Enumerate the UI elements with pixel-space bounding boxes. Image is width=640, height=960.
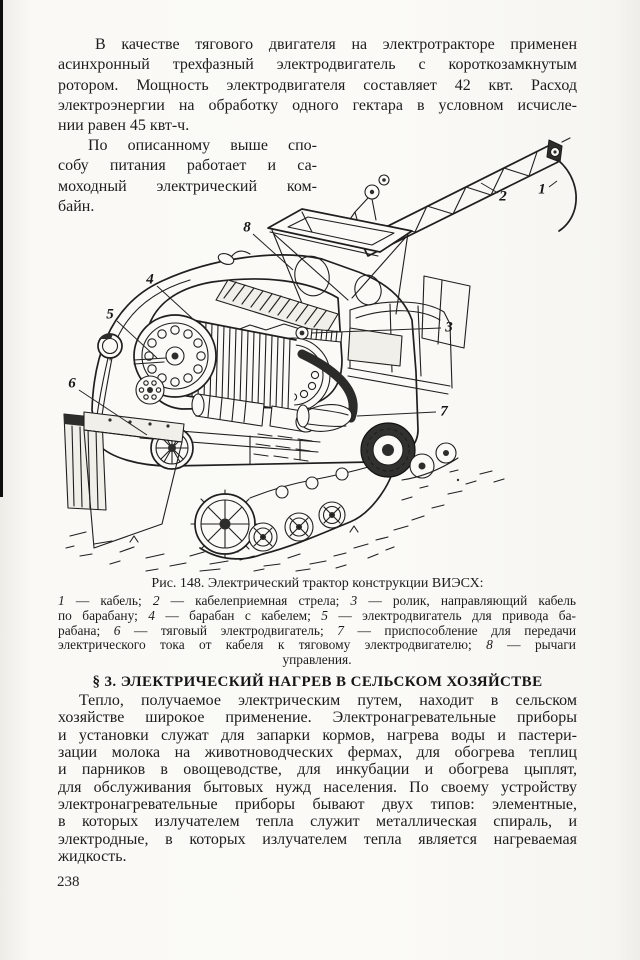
text-segment: По описанному выше спо-	[88, 137, 317, 154]
text-segment: хозяйстве широкое применение. Электронагревательные приборы	[58, 709, 577, 727]
text-segment: — кабелеприемная стрела;	[159, 593, 351, 608]
scan-speck	[457, 479, 459, 481]
callout-number-8: 8	[243, 219, 251, 236]
boom-tip-fitting	[547, 138, 570, 162]
text-segment: по барабану;	[58, 607, 149, 623]
text-segment: — рычаги	[492, 637, 576, 653]
rear-frame	[422, 276, 470, 348]
text-segment: Тепло, получаемое электрическим путем, находит в сельском	[79, 692, 577, 709]
text-line	[58, 96, 577, 116]
text-segment: — барабан с кабелем;	[154, 607, 322, 623]
text-segment: электрического тока от кабеля к тяговому электродвигателю;	[58, 637, 487, 653]
paragraph-electric-heating	[58, 692, 577, 865]
text-segment: электронагревательные приборы бывают двух типов: элементные,	[58, 796, 577, 814]
callout-number-5: 5	[106, 306, 114, 323]
legend-item-number: 5	[321, 607, 328, 623]
text-segment: и парников в овощеводстве, для инкубации и обогрева цыплят,	[58, 761, 577, 779]
text-segment: асинхронный трехфазный электродвигатель с короткозамкнутым	[58, 56, 577, 74]
text-segment: и установки служат для запарки кормов, нагрева воды и пастери-	[58, 726, 577, 744]
ground-hatching	[66, 470, 504, 571]
callout-number-7: 7	[440, 403, 448, 420]
text-segment: для обслуживания бытовых нужд населения. По своему устройству	[58, 778, 577, 796]
text-line	[58, 653, 576, 668]
paragraph-tractor-motor	[58, 35, 577, 136]
text-segment: зации молока на животноводческих фермах, для обогрева теплиц	[58, 744, 577, 762]
callout-number-1: 1	[538, 181, 546, 198]
hanging-cable	[558, 160, 576, 231]
legend-item-number: 2	[152, 593, 160, 608]
figure-illustration	[50, 128, 630, 573]
text-segment: — тяговый электродвигатель;	[120, 622, 338, 638]
text-segment: рабана;	[58, 622, 114, 638]
text-segment: — кабель;	[64, 593, 153, 608]
text-line	[58, 848, 577, 865]
left-track	[64, 412, 184, 548]
text-line	[58, 692, 577, 709]
text-line	[58, 638, 576, 653]
text-line	[58, 813, 577, 830]
legend-item-number: 7	[337, 622, 344, 638]
text-line	[58, 609, 576, 624]
text-line	[58, 831, 577, 848]
text-line	[58, 744, 577, 761]
text-line	[58, 55, 577, 75]
text-segment: байн.	[58, 197, 95, 215]
text-line	[58, 35, 577, 55]
callout-number-6: 6	[68, 375, 76, 392]
text-segment: — приспособление для передачи	[343, 622, 576, 638]
legend-item-number: 6	[113, 622, 121, 638]
legend-item-number: 4	[148, 607, 155, 623]
legend-item-number: 3	[350, 593, 358, 608]
text-line	[58, 779, 577, 796]
text-line	[58, 76, 577, 96]
text-segment: собу питания работает и са-	[58, 157, 317, 175]
legend-item-number: 1	[58, 593, 65, 608]
text-line	[58, 624, 576, 639]
text-segment: электродные, в которых излучателем тепла является нагреваемая	[58, 830, 577, 848]
callout-number-3: 3	[445, 319, 453, 336]
text-segment: жидкость.	[58, 848, 127, 866]
drive-sprocket	[361, 423, 415, 477]
page-number: 238	[57, 874, 80, 890]
legend-item-number: 8	[486, 637, 493, 653]
text-line	[58, 709, 577, 726]
section-heading: § 3. ЭЛЕКТРИЧЕСКИЙ НАГРЕВ В СЕЛЬСКОМ ХОЗЯЙСТВЕ	[92, 674, 543, 690]
text-segment: В качестве тягового двигателя на электротракторе применен	[95, 36, 577, 53]
scan-artifact-left-line	[0, 0, 3, 497]
text-segment: управления.	[282, 652, 352, 668]
text-segment: — электродвигатель для привода ба-	[327, 607, 576, 623]
text-segment: нии равен 45 квт-ч.	[58, 117, 190, 135]
text-segment: в которых излучателем тепла служит металлическая спираль, и	[58, 813, 577, 831]
callout-number-4: 4	[146, 271, 154, 288]
text-segment: моходный электрический ком-	[58, 177, 317, 195]
text-line	[58, 796, 577, 813]
callout-leader-1	[549, 181, 557, 187]
callout-number-2: 2	[499, 188, 507, 205]
text-line	[58, 761, 577, 778]
text-line	[58, 594, 576, 609]
text-segment: — ролик, направляющий кабель	[357, 593, 577, 608]
text-line	[58, 727, 577, 744]
figure-caption-title: Рис. 148. Электрический трактор конструкции ВИЭСХ:	[151, 576, 484, 591]
figure-legend	[58, 594, 576, 668]
text-segment: электроэнергии на обработку одного гектара в условном исчисле-	[58, 96, 577, 114]
text-segment: ротором. Мощность электродвигателя составляет 42 квт. Расход	[58, 76, 577, 94]
